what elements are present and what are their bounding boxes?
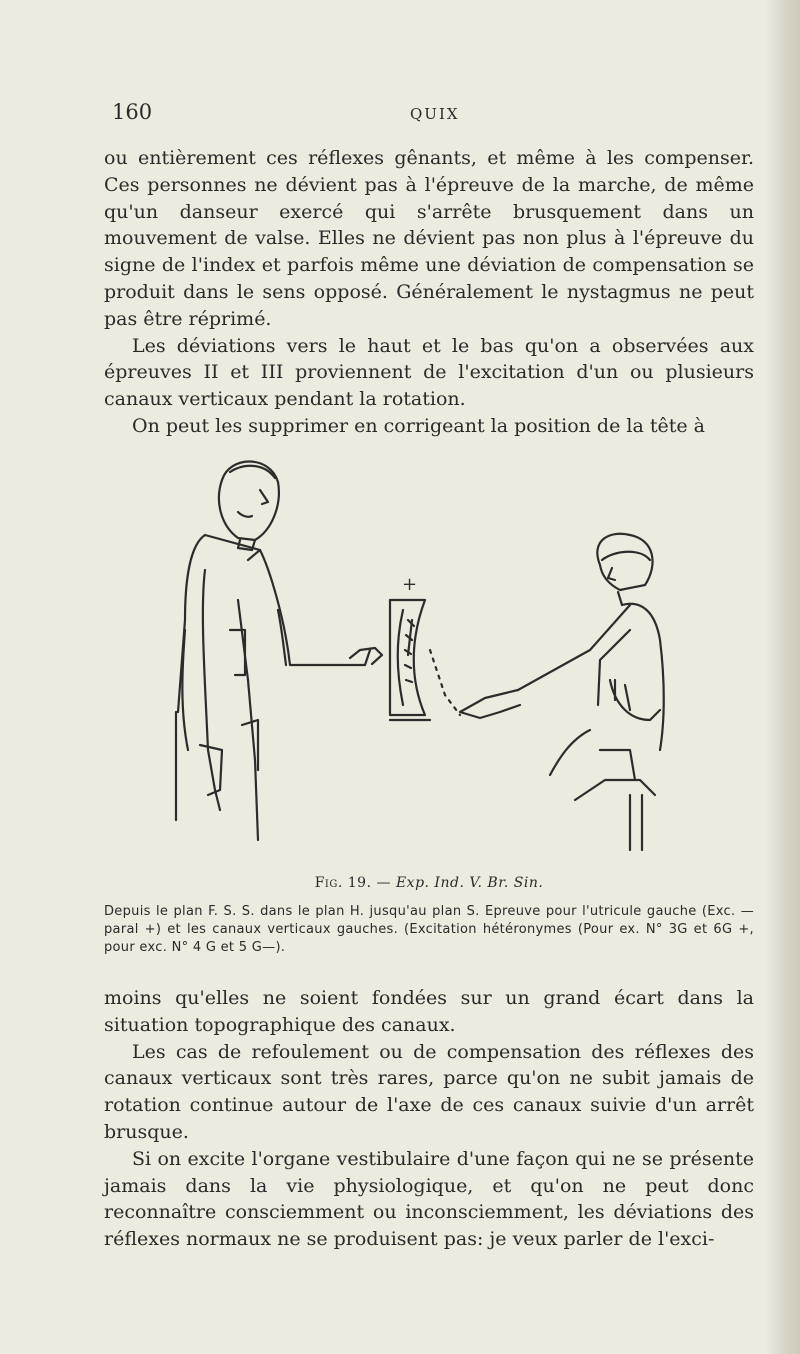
- caption-dash: —: [371, 875, 396, 891]
- page-number: 160: [112, 100, 153, 124]
- paragraph: On peut les supprimer en corrigeant la position de la tête à: [132, 414, 705, 437]
- text-block-bottom: [104, 985, 754, 1253]
- figure-caption-title: [104, 875, 754, 891]
- figure-number: Fig. 19.: [314, 875, 372, 891]
- text-block-top: [104, 145, 754, 440]
- paragraph: Les cas de refoulement ou de compensation des réflexes des canaux verticaux sont très rares, parce qu'on ne subit jamais de rotation continue autour de l'axe de ces canaux suivie d'un arrêt brusque.: [104, 1040, 754, 1143]
- figure-caption-text: Depuis le plan F. S. S. dans le plan H. jusqu'au plan S. Epreuve pour l'utricule gauche (Exc. — paral +) et les canaux verticaux gauches. (Excitation hétéronymes (Pour ex. N° 3G et 6G +, pour exc. N° 4 G et 5 G—).: [104, 904, 754, 955]
- examiner-figure: [176, 461, 382, 840]
- paragraph: ou entièrement ces réflexes gênants, et même à les compenser. Ces personnes ne dévient pas à l'épreuve de la marche, de même qu'un danseur exercé qui s'arrête brusquement dans un mouvement de valse. Elles ne dévient pas non plus à l'épreuve du signe de l'index et parfois même une déviation de compensation se produit dans le sens opposé. Généralement le nystagmus ne peut pas être réprimé.: [104, 147, 754, 330]
- patient-figure: [460, 534, 664, 850]
- examiner-patient-drawing: [160, 450, 680, 870]
- plus-mark: +: [402, 574, 418, 595]
- paragraph: Si on excite l'organe vestibulaire d'une façon qui ne se présente jamais dans la vie physiologique, et qu'on ne peut donc reconnaître consciemment ou inconsciemment, les déviations des réflexes normaux ne se produisent pas: je veux parler de l'exci-: [104, 1147, 754, 1251]
- figure-illustration: [160, 450, 680, 870]
- paragraph: Les déviations vers le haut et le bas qu'on a observées aux épreuves II et III proviennent de l'excitation d'un ou plusieurs canaux verticaux pendant la rotation.: [104, 334, 754, 411]
- running-title: QUIX: [410, 105, 460, 123]
- figure-label: Exp. Ind. V. Br. Sin.: [395, 875, 544, 891]
- arc-scale-apparatus: [390, 600, 460, 720]
- page-header: [112, 100, 752, 130]
- paragraph: moins qu'elles ne soient fondées sur un grand écart dans la situation topographique des canaux.: [104, 987, 754, 1036]
- page-edge-shadow: [766, 0, 800, 1354]
